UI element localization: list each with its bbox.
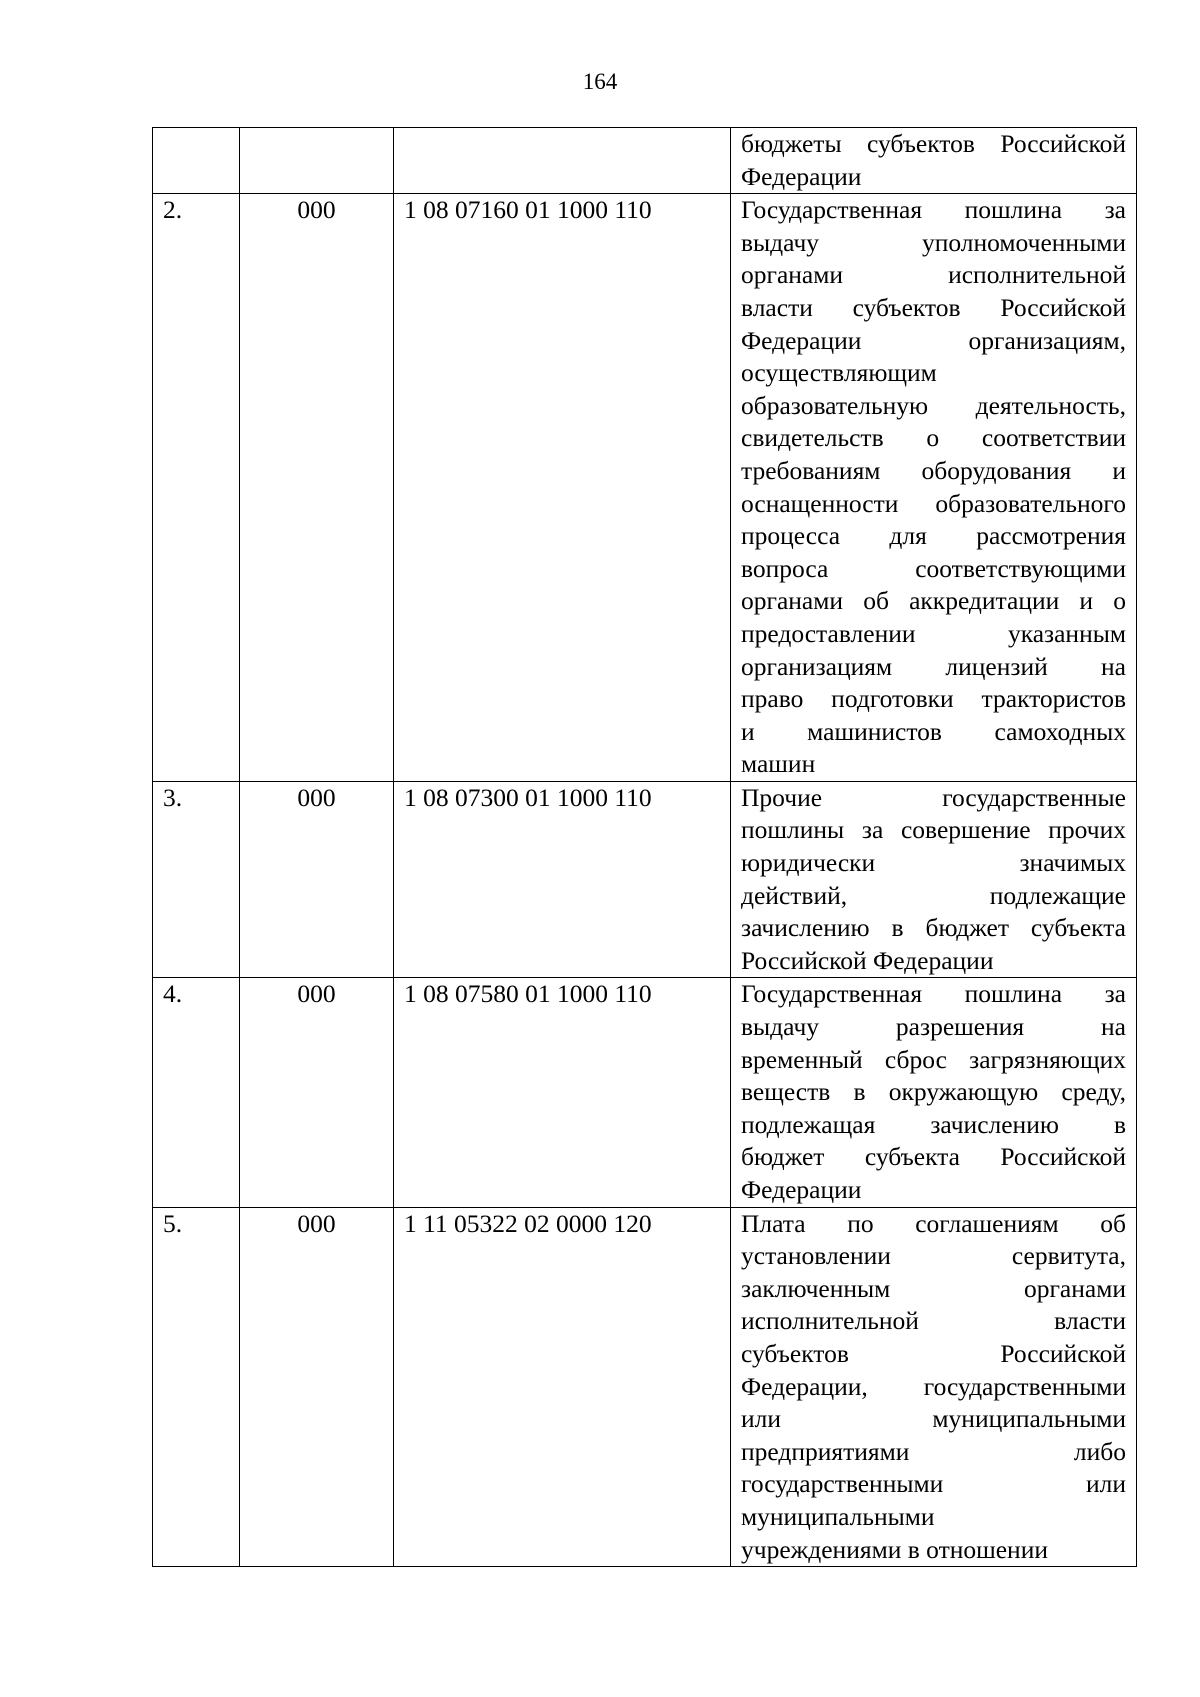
description-line: предоставлении указанным [741, 618, 1126, 648]
description-line: предприятиями либо [741, 1436, 1126, 1466]
table-row [153, 978, 1137, 1207]
description-line: органами исполнительной [741, 260, 1126, 290]
admin-code-cell [240, 128, 394, 194]
description-line: образовательную деятельность, [741, 390, 1126, 420]
description-line: исполнительной власти [741, 1306, 1126, 1336]
admin-code-cell: 000 [240, 194, 394, 782]
admin-code-cell: 000 [240, 1207, 394, 1567]
description-line: государственными или [741, 1469, 1126, 1499]
page-number: 164 [582, 69, 618, 94]
description-line: Федерации организациям, [741, 325, 1126, 355]
budget-classification-code-cell: 1 08 07580 01 1000 110 [394, 978, 731, 1207]
description-line: зачислению в бюджет субъекта [741, 913, 1126, 943]
description-line: бюджеты субъектов Российской [741, 129, 1126, 158]
row-number-cell: 2. [153, 194, 240, 782]
description-line: субъектов Российской [741, 1338, 1126, 1368]
description-line: оснащенности образовательного [741, 488, 1126, 518]
description-line: юридически значимых [741, 848, 1126, 878]
description-line: временный сброс загрязняющих [741, 1044, 1126, 1074]
description-cell [731, 978, 1137, 1207]
row-number-cell [153, 128, 240, 194]
description-cell [731, 1207, 1137, 1567]
budget-classification-code-cell: 1 11 05322 02 0000 120 [394, 1207, 731, 1567]
description-line: организациям лицензий на [741, 651, 1126, 681]
admin-code-cell: 000 [240, 978, 394, 1207]
description-line: пошлины за совершение прочих [741, 815, 1126, 845]
description-line: машин [741, 749, 816, 779]
table-row [153, 194, 1137, 782]
description-line: выдачу уполномоченными [741, 227, 1126, 257]
budget-classification-code-cell: 1 08 07160 01 1000 110 [394, 194, 731, 782]
description-line: подлежащая зачислению в [741, 1109, 1126, 1139]
description-line: Российской Федерации [741, 945, 994, 975]
description-line: Федерации [741, 1175, 862, 1204]
row-number-cell: 3. [153, 781, 240, 978]
description-line: требованиям оборудования и [741, 455, 1126, 485]
description-line: Прочие государственные [741, 782, 1126, 812]
description-line: учреждениями в отношении [741, 1534, 1048, 1564]
description-line: право подготовки трактористов [741, 684, 1126, 714]
description-line: Федерации, государственными [741, 1371, 1126, 1401]
table-row [153, 781, 1137, 978]
description-line: бюджет субъекта Российской [741, 1142, 1126, 1172]
description-line: установлении сервитута, [741, 1241, 1126, 1271]
row-number-cell: 4. [153, 978, 240, 1207]
description-line: Государственная пошлина за [741, 195, 1126, 225]
admin-code-cell: 000 [240, 781, 394, 978]
table-row [153, 128, 1137, 194]
description-cell [731, 194, 1137, 782]
budget-classification-code-cell: 1 08 07300 01 1000 110 [394, 781, 731, 978]
description-line: органами об аккредитации и о [741, 586, 1126, 616]
description-line: выдачу разрешения на [741, 1012, 1126, 1042]
description-line: процесса для рассмотрения [741, 521, 1126, 551]
description-line: осуществляющим [741, 358, 937, 388]
description-line: муниципальными [741, 1501, 935, 1531]
table-body [153, 128, 1137, 1567]
description-line: свидетельств о соответствии [741, 423, 1126, 453]
description-cell [731, 781, 1137, 978]
row-number-cell: 5. [153, 1207, 240, 1567]
description-cell [731, 128, 1137, 194]
description-line: заключенным органами [741, 1273, 1126, 1303]
description-line: и машинистов самоходных [741, 716, 1126, 746]
description-line: Федерации [741, 161, 862, 191]
revenue-codes-table [152, 127, 1137, 1567]
description-line: вопроса соответствующими [741, 553, 1126, 583]
description-line: Государственная пошлина за [741, 979, 1126, 1009]
budget-classification-code-cell [394, 128, 731, 194]
description-line: Плата по соглашениям об [741, 1208, 1126, 1238]
description-line: власти субъектов Российской [741, 292, 1126, 322]
description-line: или муниципальными [741, 1404, 1126, 1434]
description-line: веществ в окружающую среду, [741, 1077, 1126, 1107]
table-row [153, 1207, 1137, 1567]
description-line: действий, подлежащие [741, 880, 1126, 910]
